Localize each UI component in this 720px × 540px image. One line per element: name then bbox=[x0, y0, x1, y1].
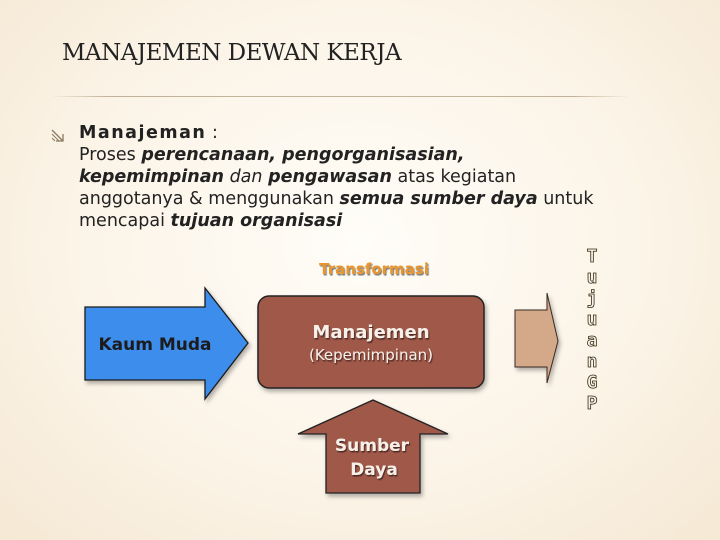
output-letter: a bbox=[586, 330, 598, 351]
definition-line-term: Manajeman : bbox=[79, 123, 218, 143]
output-tujuan-gp bbox=[582, 246, 602, 414]
output-letter: u bbox=[586, 267, 598, 288]
output-arrow bbox=[515, 293, 558, 383]
transform-label: Transformasi bbox=[319, 260, 429, 278]
resource-label-line2: Daya bbox=[350, 460, 398, 480]
output-letter: P bbox=[586, 393, 598, 414]
definition-line-4: mencapai tujuan organisasi bbox=[79, 211, 343, 231]
management-title: Manajemen bbox=[312, 322, 430, 343]
output-letter: j bbox=[586, 288, 598, 309]
output-letter: u bbox=[586, 309, 598, 330]
management-subtitle: (Kepemimpinan) bbox=[308, 346, 434, 364]
input-label: Kaum Muda bbox=[98, 335, 212, 355]
definition-line-1: Proses perencanaan, pengorganisasian, bbox=[79, 145, 465, 165]
definition-line-2: kepemimpinan dan pengawasan atas kegiatan bbox=[79, 167, 517, 187]
output-letter: G bbox=[586, 372, 598, 393]
resource-label-line1: Sumber bbox=[334, 436, 410, 456]
output-letter: n bbox=[586, 351, 598, 372]
definition-line-3: anggotanya & menggunakan semua sumber daya untuk bbox=[79, 189, 594, 209]
definition-term: Manajeman bbox=[79, 123, 207, 143]
output-letter: T bbox=[586, 246, 598, 267]
page-title: MANAJEMEN DEWAN KERJA bbox=[62, 40, 402, 66]
